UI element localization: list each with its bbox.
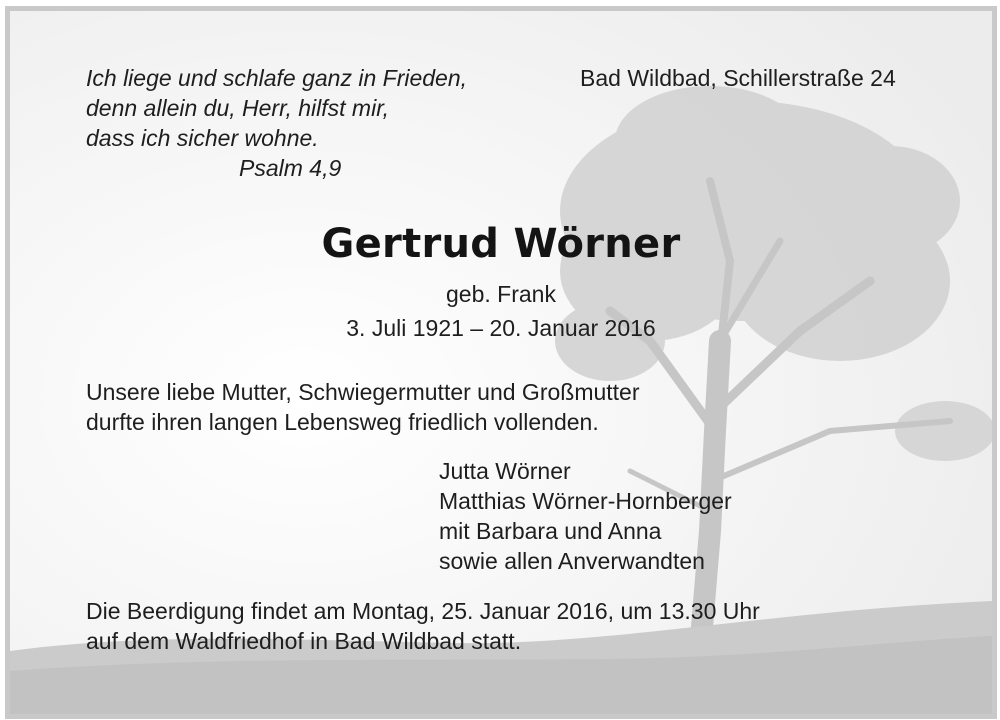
mourner-line: mit Barbara und Anna — [439, 518, 662, 544]
burial-notice — [86, 596, 760, 656]
message-line-2: durfte ihren langen Lebensweg friedlich vollenden. — [86, 409, 599, 435]
burial-line-2: auf dem Waldfriedhof in Bad Wildbad statt. — [86, 628, 522, 654]
psalm-reference: Psalm 4,9 — [239, 155, 342, 181]
mourner-line: sowie allen Anverwandten — [439, 548, 705, 574]
burial-line-1: Die Beerdigung findet am Montag, 25. Januar 2016, um 13.30 Uhr — [86, 598, 760, 624]
psalm-line-2: denn allein du, Herr, hilfst mir, — [86, 95, 389, 121]
message-line-1: Unsere liebe Mutter, Schwiegermutter und Großmutter — [86, 379, 640, 405]
life-dates: 3. Juli 1921 – 20. Januar 2016 — [346, 315, 656, 341]
obituary-card — [5, 6, 997, 719]
psalm-quote — [86, 63, 467, 183]
psalm-line-1: Ich liege und schlafe ganz in Frieden, — [86, 65, 468, 91]
mourners-list — [439, 456, 732, 576]
obituary-message — [86, 377, 640, 437]
maiden-name: geb. Frank — [446, 281, 556, 307]
deceased-name: Gertrud Wörner — [321, 221, 681, 267]
address: Bad Wildbad, Schillerstraße 24 — [580, 65, 896, 91]
psalm-line-3: dass ich sicher wohne. — [86, 125, 319, 151]
mourner-line: Matthias Wörner-Hornberger — [439, 488, 732, 514]
mourner-line: Jutta Wörner — [439, 458, 571, 484]
